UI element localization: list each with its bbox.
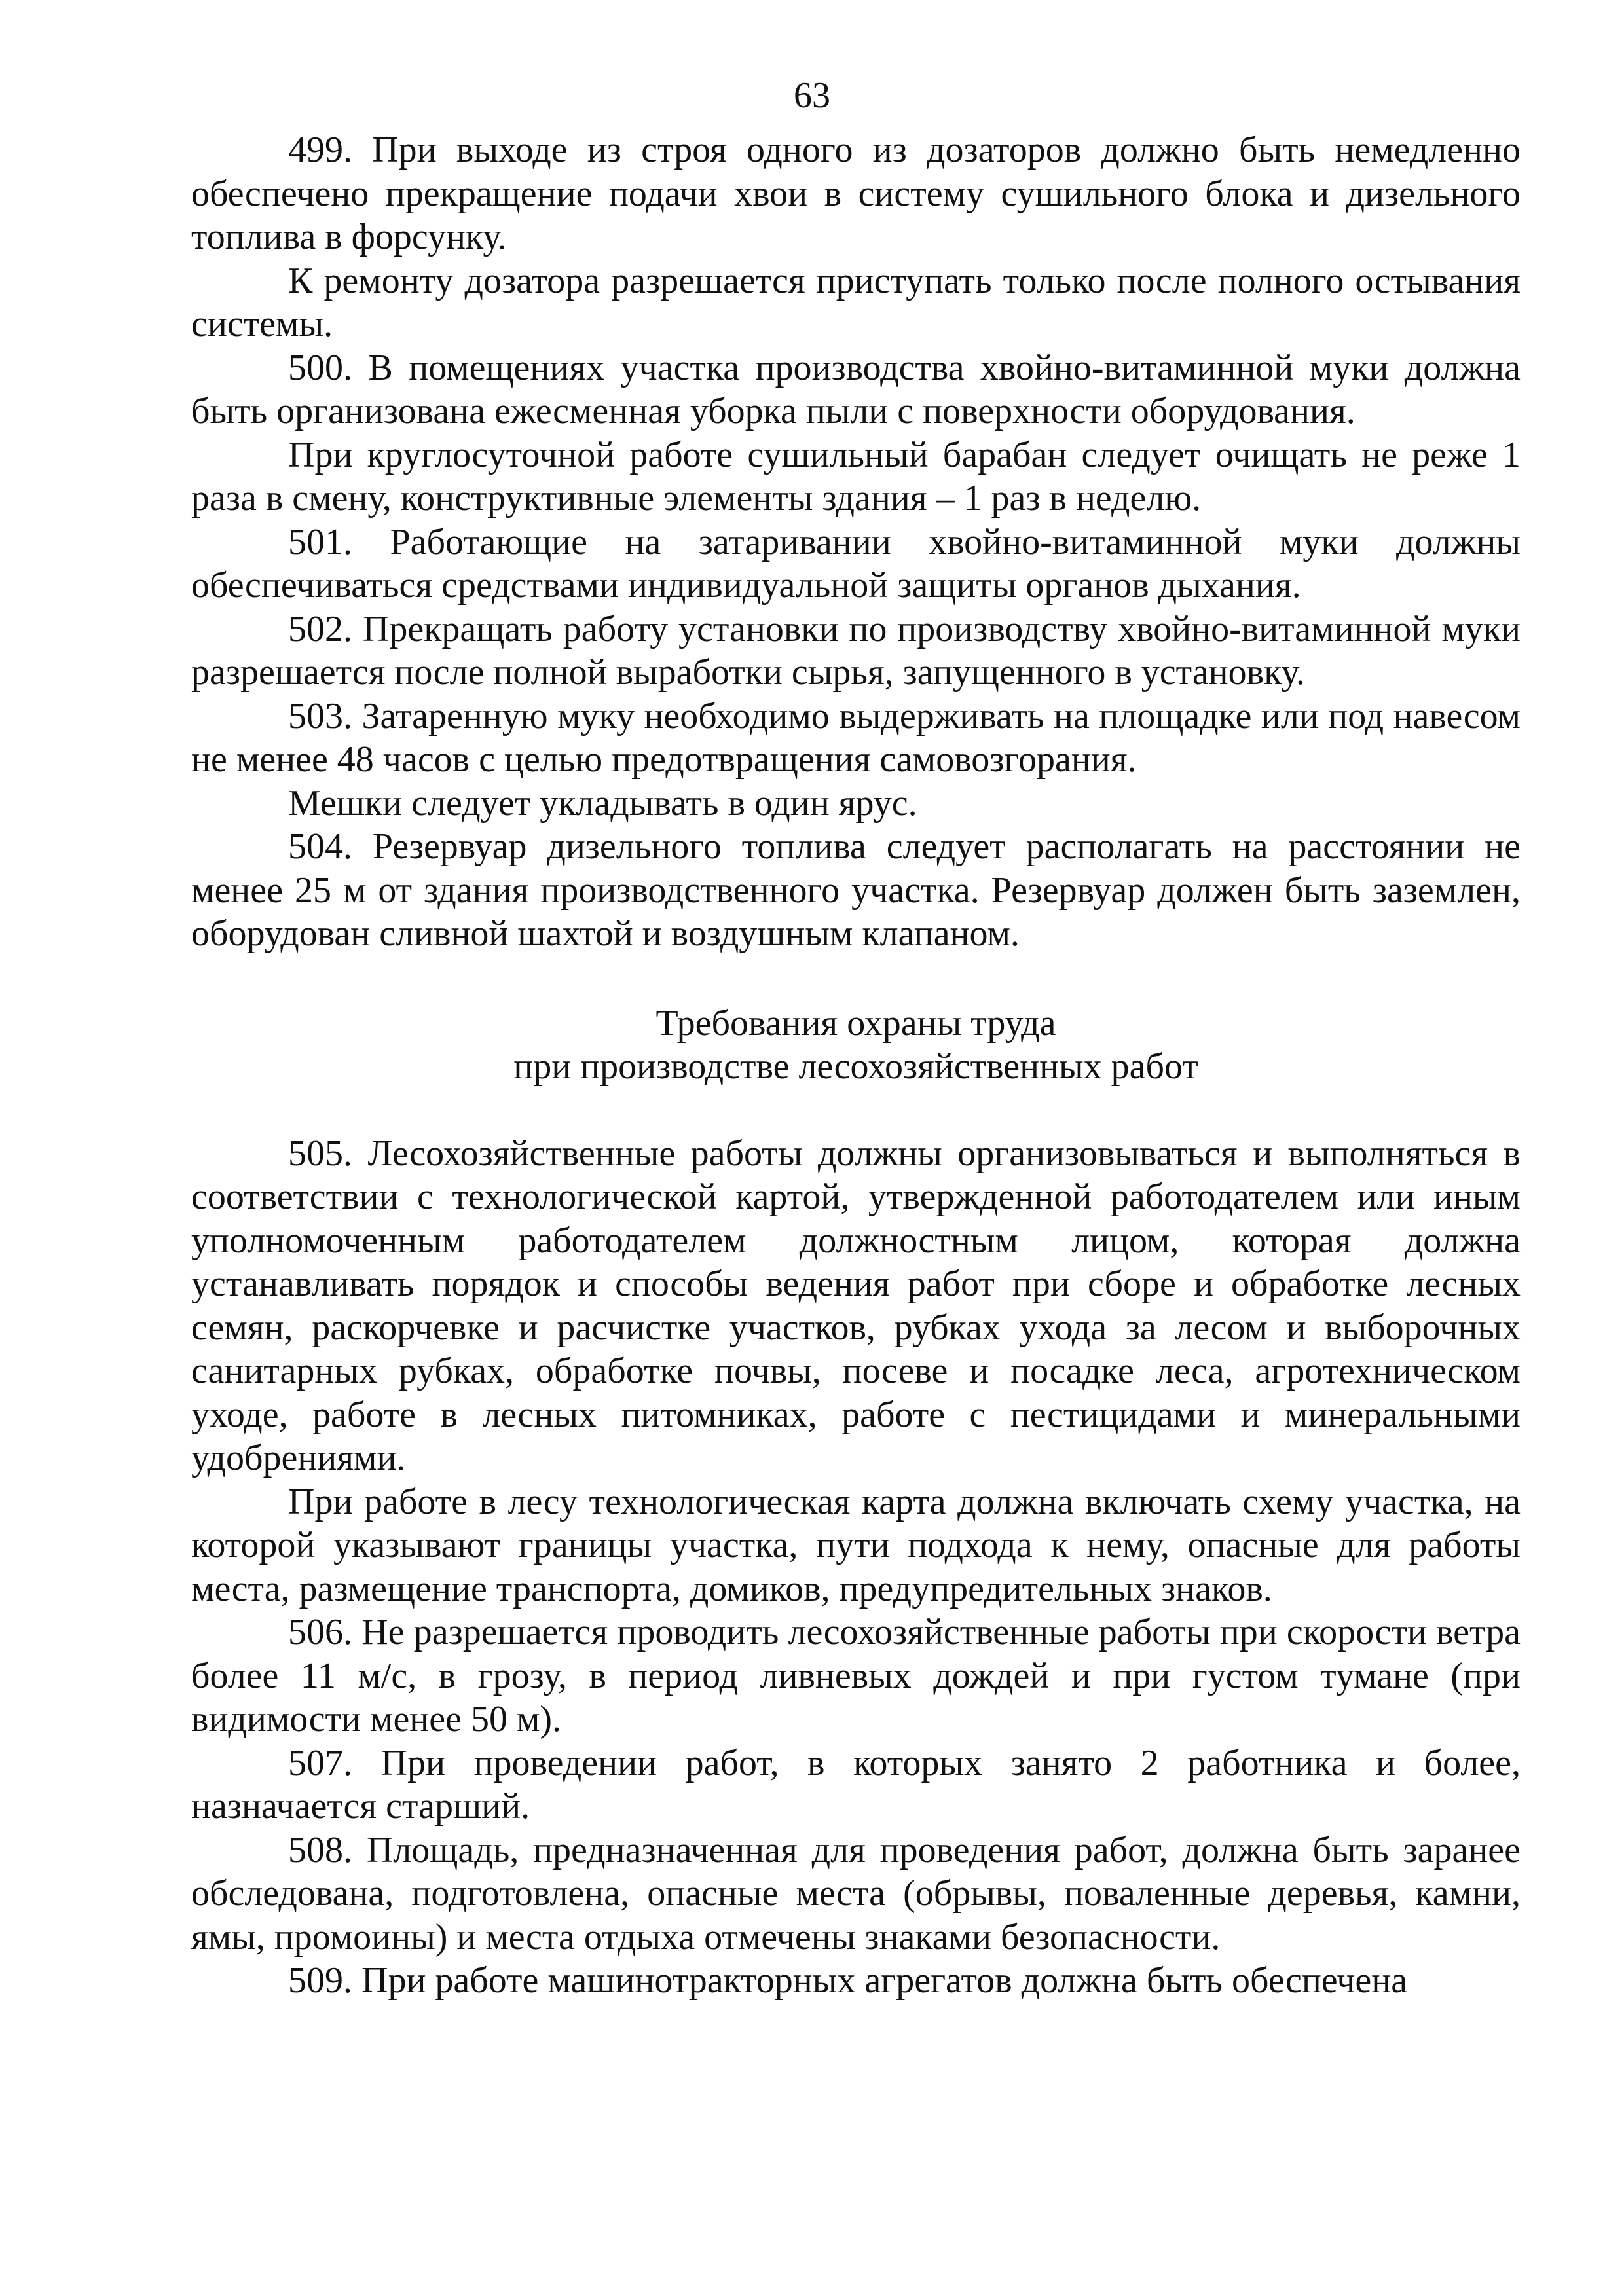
page-number: 63 [794, 75, 830, 116]
document-body [191, 128, 1521, 2003]
paragraph-500: 500. В помещениях участка производства хвойно-витаминной муки должна быть организована ежесменная уборка пыли с поверхности оборудования. [191, 347, 1521, 431]
paragraph-502: 502. Прекращать работу установки по производству хвойно-витаминной муки разрешается после полной выработки сырья, запущенного в установку. [191, 608, 1521, 693]
paragraph-509: 509. При работе машинотракторных агрегатов должна быть обеспечена [288, 1960, 1408, 2001]
section-heading-line-2: при производстве лесохозяйственных работ [513, 1046, 1198, 1087]
paragraph-508: 508. Площадь, предназначенная для проведения работ, должна быть заранее обследована, подготовлена, опасные места (обрывы, поваленные деревья, камни, ямы, промоины) и места отдыха отмечены знаками безопасности. [191, 1829, 1521, 1958]
paragraph-499: 499. При выходе из строя одного из дозаторов должно быть немедленно обеспечено прекращение подачи хвои в систему сушильного блока и дизельного топлива в форсунку. [191, 130, 1521, 257]
paragraph-500-drum: При круглосуточной работе сушильный барабан следует очищать не реже 1 раза в смену, конструктивные элементы здания – 1 раз в неделю. [191, 434, 1521, 519]
section-heading-line-1: Требования охраны труда [655, 1002, 1056, 1044]
paragraph-503-bags: Мешки следует укладывать в один ярус. [288, 782, 917, 824]
paragraph-504: 504. Резервуар дизельного топлива следует располагать на расстоянии не менее 25 м от здания производственного участка. Резервуар должен быть заземлен, оборудован сливной шахтой и воздушным клапаном. [191, 826, 1521, 954]
paragraph-506: 506. Не разрешается проводить лесохозяйственные работы при скорости ветра более 11 м/с, в грозу, в период ливневых дождей и при густом тумане (при видимости менее 50 м). [191, 1612, 1521, 1740]
section-heading [191, 1002, 1521, 1089]
paragraph-505: 505. Лесохозяйственные работы должны организовываться и выполняться в соответствии с технологической картой, утвержденной работодателем или иным уполномоченным работодателем должностным лицом, которая должна устанавливать порядок и способы ведения работ при сборе и обработке лесных семян, раскорчевке и расчистке участков, рубках ухода за лесом и выборочных санитарных рубках, обработке почвы, посеве и посадке леса, агротехническом уходе, работе в лесных питомниках, работе с пестицидами и минеральными удобрениями. [191, 1133, 1521, 1478]
paragraph-505-map: При работе в лесу технологическая карта должна включать схему участка, на которой указывают границы участка, пути подхода к нему, опасные для работы места, размещение транспорта, домиков, предупредительных знаков. [191, 1481, 1521, 1609]
paragraph-507: 507. При проведении работ, в которых занято 2 работника и более, назначается старший. [191, 1742, 1521, 1827]
paragraph-499-repair: К ремонту дозатора разрешается приступать только после полного остывания системы. [191, 260, 1521, 344]
paragraph-501: 501. Работающие на затаривании хвойно-витаминной муки должны обеспечиваться средствами индивидуальной защиты органов дыхания. [191, 521, 1521, 606]
paragraph-503: 503. Затаренную муку необходимо выдерживать на площадке или под навесом не менее 48 часов с целью предотвращения самовозгорания. [191, 695, 1521, 780]
